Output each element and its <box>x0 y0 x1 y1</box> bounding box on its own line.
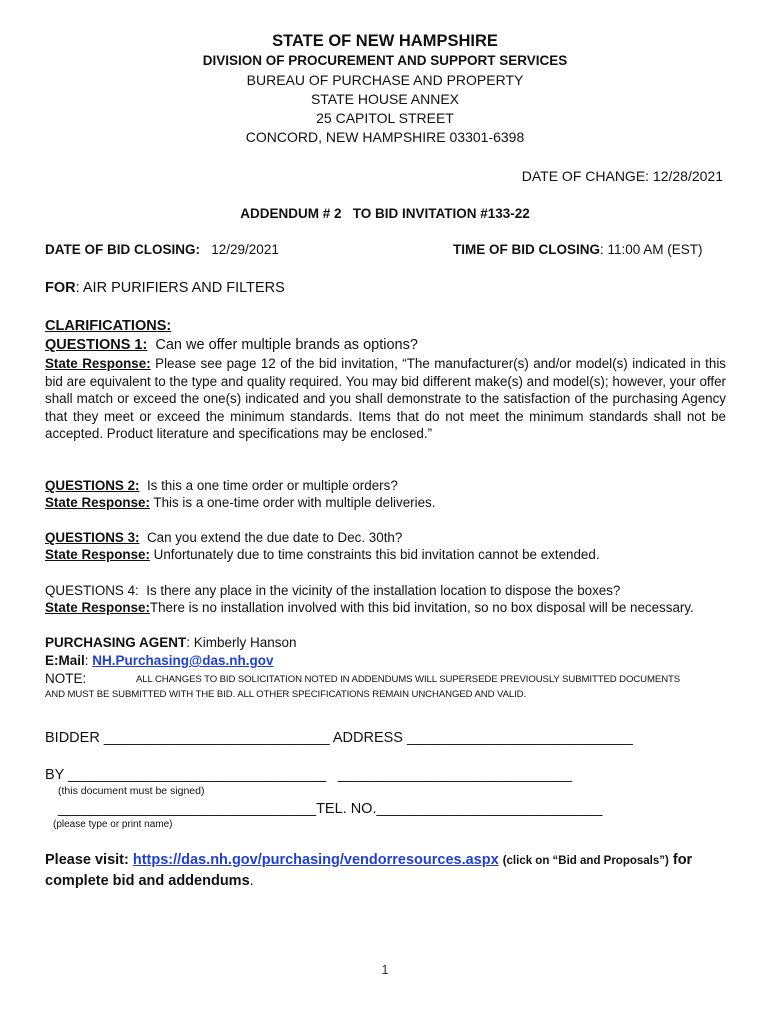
for-line <box>45 280 285 296</box>
header-city: CONCORD, NEW HAMPSHIRE 03301-6398 <box>245 129 525 145</box>
purchasing-agent <box>45 635 297 650</box>
visit-for: for <box>672 852 693 868</box>
question-3 <box>45 530 402 545</box>
agent-email <box>45 653 273 668</box>
question-3-response-text: Unfortunately due to time constraints this bid invitation cannot be extended. <box>153 547 600 562</box>
question-2-label: QUESTIONS 2: <box>45 478 140 493</box>
addendum-title: ADDENDUM # 2 TO BID INVITATION #133-22 <box>240 206 530 221</box>
signature-field[interactable]: ________________________________ <box>68 767 327 783</box>
printed-name-field[interactable]: ________________________________ <box>58 801 317 817</box>
vendor-resources-link[interactable]: https://das.nh.gov/purchasing/vendorresources.aspx <box>132 852 499 868</box>
question-4-text: Is there any place in the vicinity of the installation location to dispose the boxes? <box>146 583 621 598</box>
address-label: ADDRESS <box>332 730 403 746</box>
header-state: STATE OF NEW HAMPSHIRE <box>272 32 498 50</box>
question-2-response <box>45 495 435 510</box>
page-number: 1 <box>381 962 389 977</box>
bidder-line <box>45 730 633 746</box>
purchasing-agent-label: PURCHASING AGENT <box>45 635 187 650</box>
question-1-label: QUESTIONS 1: <box>45 337 148 353</box>
for-label: FOR <box>45 280 76 296</box>
agent-email-link[interactable]: NH.Purchasing@das.nh.gov <box>92 653 274 668</box>
visit-hint: (click on “Bid and Proposals”) <box>502 855 669 867</box>
agent-email-sep: : <box>84 653 93 668</box>
note-line-1: ALL CHANGES TO BID SOLICITATION NOTED IN ADDENDUMS WILL SUPERSEDE PREVIOUSLY SUBMITTED DOCUMENTS <box>136 674 681 685</box>
question-3-response-label: State Response: <box>45 547 150 562</box>
header-street: 25 CAPITOL STREET <box>316 110 454 126</box>
address-field[interactable]: ____________________________ <box>407 730 633 746</box>
visit-tail: complete bid and addendums <box>45 873 250 889</box>
question-2-response-label: State Response: <box>45 495 150 510</box>
bid-closing-date <box>45 242 279 257</box>
bid-closing-date-value: 12/29/2021 <box>211 242 279 257</box>
question-4-response-label: State Response: <box>45 600 150 615</box>
by-second-field[interactable]: _____________________________ <box>338 767 572 783</box>
agent-email-label: E:Mail <box>45 653 85 668</box>
clarifications-heading: CLARIFICATIONS: <box>45 318 172 334</box>
header-building: STATE HOUSE ANNEX <box>310 91 460 107</box>
visit-block <box>45 850 735 891</box>
question-4 <box>45 583 620 598</box>
bid-closing-time <box>453 242 703 257</box>
note-line-2: AND MUST BE SUBMITTED WITH THE BID. ALL OTHER SPECIFICATIONS REMAIN UNCHANGED AND VALID. <box>45 689 527 700</box>
bid-closing-time-label: TIME OF BID CLOSING <box>453 242 600 257</box>
for-value: : AIR PURIFIERS AND FILTERS <box>75 280 285 296</box>
tel-field[interactable]: ____________________________ <box>376 801 603 817</box>
question-4-response <box>45 600 694 615</box>
bid-closing-time-value: : 11:00 AM (EST) <box>600 242 703 257</box>
bid-closing-date-label: DATE OF BID CLOSING: <box>45 242 200 257</box>
question-2-text: Is this a one time order or multiple orders? <box>146 478 398 493</box>
question-2 <box>45 478 398 493</box>
purchasing-agent-name: : Kimberly Hanson <box>186 635 297 650</box>
question-1-response-text: Please see page 12 of the bid invitation, “The manufacturer(s) and/or model(s) indicated in this bid are equivalent to the type and quality required. You may bid different make(s) and model(s); however, your offer shall match or exceed the one(s) indicated and you shall demonstrate to the satisfaction of the purchasing Agency that they meet or exceed the minimum standards. Items that do not meet the minimum standards shall not be accepted. Product literature and specifications may be enclosed.” <box>45 356 726 441</box>
print-name-note: (please type or print name) <box>53 819 173 830</box>
by-line <box>45 767 326 783</box>
bidder-label: BIDDER <box>45 730 100 746</box>
question-3-response <box>45 547 600 562</box>
header-bureau: BUREAU OF PURCHASE AND PROPERTY <box>246 72 524 88</box>
question-1-response-label: State Response: <box>45 356 151 371</box>
question-3-text: Can you extend the due date to Dec. 30th? <box>146 530 403 545</box>
question-4-response-text: There is no installation involved with this bid invitation, so no box disposal will be necessary. <box>149 600 694 615</box>
bidder-field[interactable]: ____________________________ <box>103 730 330 746</box>
name-tel-line <box>58 801 602 817</box>
question-1-text: Can we offer multiple brands as options? <box>155 337 418 353</box>
note-label: NOTE: <box>45 671 87 686</box>
question-1 <box>45 337 418 353</box>
by-label: BY <box>45 767 65 783</box>
question-3-label: QUESTIONS 3: <box>45 530 140 545</box>
question-4-label: QUESTIONS 4: <box>45 583 139 598</box>
question-2-response-text: This is a one-time order with multiple deliveries. <box>153 495 436 510</box>
question-1-response <box>45 355 726 443</box>
visit-label: Please visit: <box>45 852 129 868</box>
signed-note: (this document must be signed) <box>58 785 205 797</box>
tel-label: TEL. NO. <box>316 801 377 817</box>
header-division: DIVISION OF PROCUREMENT AND SUPPORT SERVICES <box>202 53 568 68</box>
date-of-change: DATE OF CHANGE: 12/28/2021 <box>521 168 723 184</box>
visit-period: . <box>249 873 254 889</box>
